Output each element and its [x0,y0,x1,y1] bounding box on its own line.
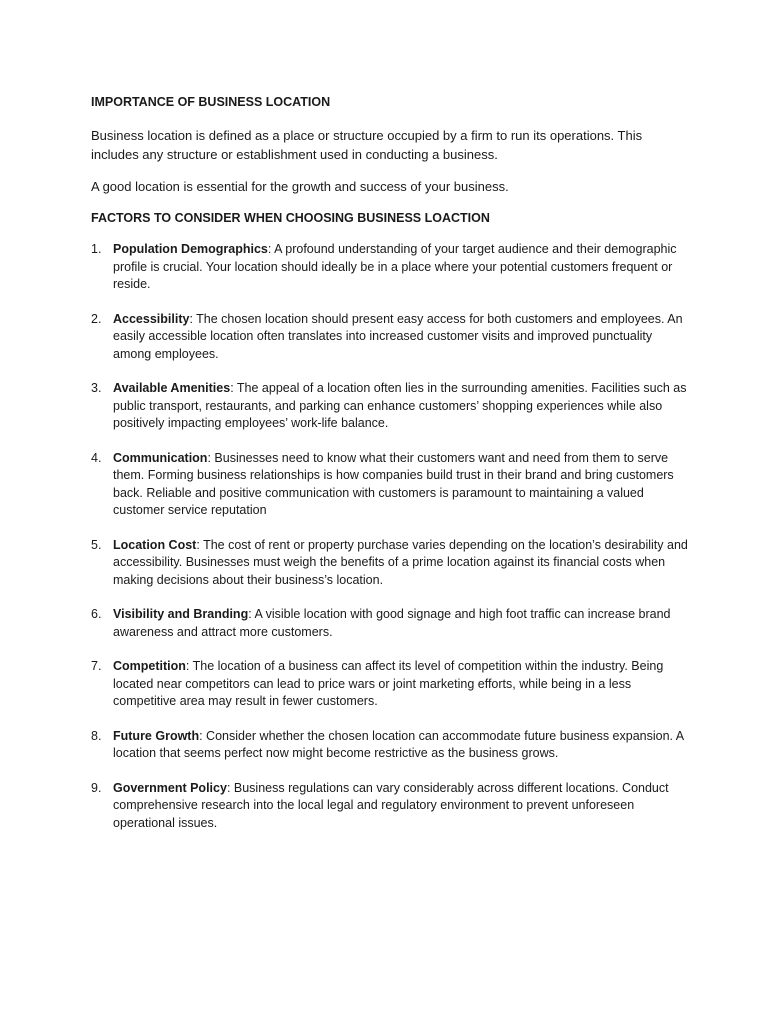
list-item [91,311,691,364]
list-item-text: : A visible location with good signage and high foot traffic can increase brand awareness and attract more customers. [113,607,671,639]
list-item-term: Accessibility [113,311,190,326]
intro-paragraph-1: Business location is defined as a place or structure occupied by a firm to run its operations. This includes any structure or establishment used in conducting a business. [91,128,643,162]
list-item-text: : The cost of rent or property purchase varies depending on the location’s desirability and accessibility. Businesses must weigh the benefits of a prime location against its financial costs when making decisions about their business’s location. [113,537,688,587]
list-item-number: 9. [91,780,102,795]
list-item-number: 4. [91,450,102,465]
document-page [91,94,691,849]
list-item-text: : The location of a business can affect its level of competition within the industry. Being located near competitors can lead to price wars or joint marketing efforts, while being in a less competitive area may result in fewer customers. [113,659,664,708]
list-item-number: 7. [91,659,102,673]
list-item-text: : Consider whether the chosen location can accommodate future business expansion. A location that seems perfect now might become restrictive as the business grows. [113,728,684,760]
list-item-term: Communication [113,450,208,465]
list-item-text: : The chosen location should present easy access for both customers and employees. An easily accessible location often translates into increased customer visits and improved punctuality among employees. [113,311,683,361]
list-item-term: Future Growth [113,728,200,743]
list-item-number: 6. [91,607,102,621]
list-item [91,537,691,590]
list-item-term: Location Cost [113,537,197,552]
list-item-number: 2. [91,311,102,326]
list-item-number: 1. [91,242,102,256]
list-item-term: Visibility and Branding [113,607,249,621]
list-item [91,450,691,520]
list-item-term: Available Amenities [113,381,231,395]
list-item-term: Population Demographics [113,242,268,256]
list-item-term: Competition [113,659,186,673]
list-item-term: Government Policy [113,780,227,795]
list-item [91,241,691,294]
list-item-number: 8. [91,728,102,743]
factors-heading: FACTORS TO CONSIDER WHEN CHOOSING BUSINESS LOACTION [91,211,490,225]
list-item [91,606,691,641]
list-item-text: : The appeal of a location often lies in the surrounding amenities. Facilities such as public transport, restaurants, and parking can enhance customers’ shopping experiences while also positively impacting employees’ work-life balance. [113,381,687,430]
list-item [91,658,691,711]
list-item-number: 5. [91,537,102,552]
list-item-text: : Businesses need to know what their customers want and need from them to serve them. Forming business relationships is how companies build trust in their brand and bring customers back. Reliable and positive communication with customers is paramount to maintaining a valued customer service reputation [113,450,674,517]
list-item [91,728,691,763]
list-item-text: : A profound understanding of your target audience and their demographic profile is crucial. Your location should ideally be in a place where your potential customers frequent or reside. [113,242,677,291]
document-title: IMPORTANCE OF BUSINESS LOCATION [91,95,331,109]
intro-paragraph-2: A good location is essential for the growth and success of your business. [91,179,509,194]
list-item [91,780,691,833]
list-item-text: : Business regulations can vary considerably across different locations. Conduct comprehensive research into the local legal and regulatory environment to prevent unforeseen operational issues. [113,780,669,830]
list-item [91,380,691,433]
factors-list [91,241,691,832]
list-item-number: 3. [91,381,102,395]
